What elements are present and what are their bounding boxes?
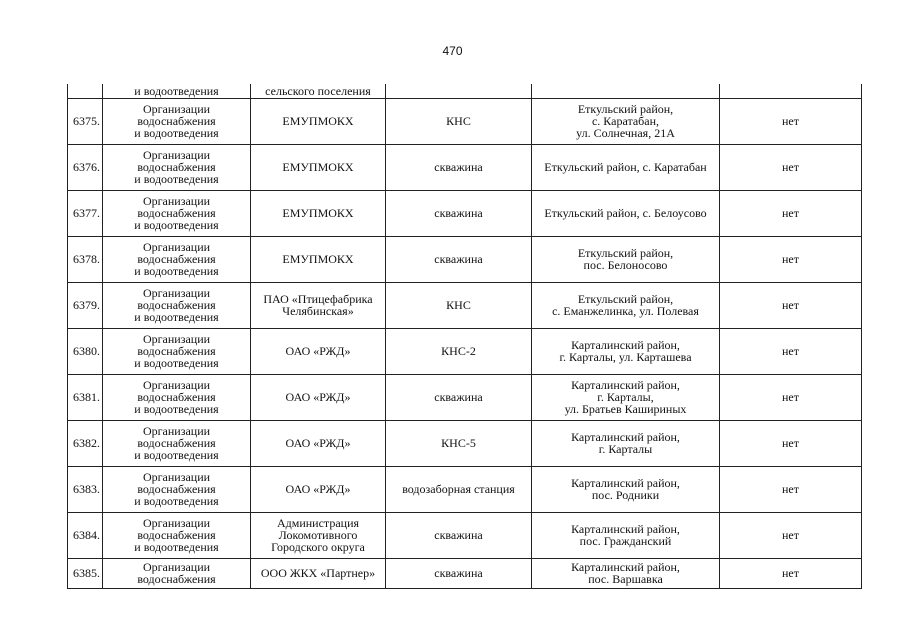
cell-organization: ОАО «РЖД» (251, 374, 386, 420)
cell-type: Организации водоснабжения и водоотведения (103, 236, 251, 282)
table-row (68, 282, 862, 328)
cell-note: нет (720, 144, 862, 190)
table-row (68, 98, 862, 144)
cell-object: КНС (386, 98, 532, 144)
cell-note: нет (720, 328, 862, 374)
table-row (68, 374, 862, 420)
cell-location (532, 84, 720, 98)
table-row (68, 236, 862, 282)
cell-location: Карталинский район, г. Карталы, ул. Братьев Кашириных (532, 374, 720, 420)
cell-note: нет (720, 374, 862, 420)
cell-type: Организации водоснабжения и водоотведения (103, 98, 251, 144)
table-row-continuation (68, 84, 862, 98)
cell-organization: ЕМУПМОКХ (251, 190, 386, 236)
cell-object: водозаборная станция (386, 466, 532, 512)
cell-type: Организации водоснабжения и водоотведения (103, 420, 251, 466)
cell-location: Карталинский район, пос. Родники (532, 466, 720, 512)
cell-note: нет (720, 282, 862, 328)
table-row (68, 144, 862, 190)
cell-type: Организации водоснабжения и водоотведения (103, 144, 251, 190)
cell-number: 6383. (68, 466, 103, 512)
cell-number: 6378. (68, 236, 103, 282)
cell-location: Карталинский район, г. Карталы, ул. Карташева (532, 328, 720, 374)
cell-note: нет (720, 512, 862, 558)
cell-object: КНС (386, 282, 532, 328)
cell-type: и водоотведения (103, 84, 251, 98)
cell-number: 6375. (68, 98, 103, 144)
cell-object: КНС-5 (386, 420, 532, 466)
cell-note: нет (720, 190, 862, 236)
cell-location: Карталинский район, пос. Варшавка (532, 558, 720, 588)
cell-note: нет (720, 466, 862, 512)
cell-number: 6376. (68, 144, 103, 190)
cell-number: 6380. (68, 328, 103, 374)
cell-organization: ЕМУПМОКХ (251, 98, 386, 144)
cell-note: нет (720, 420, 862, 466)
cell-location: Еткульский район, с. Каратабан (532, 144, 720, 190)
cell-organization: ПАО «Птицефабрика Челябинская» (251, 282, 386, 328)
cell-organization: Администрация Локомотивного Городского округа (251, 512, 386, 558)
cell-location: Карталинский район, пос. Гражданский (532, 512, 720, 558)
cell-type: Организации водоснабжения и водоотведения (103, 374, 251, 420)
cell-note (720, 84, 862, 98)
cell-organization: ЕМУПМОКХ (251, 144, 386, 190)
table-row (68, 466, 862, 512)
table-row (68, 420, 862, 466)
cell-type: Организации водоснабжения и водоотведения (103, 466, 251, 512)
cell-type: Организации водоснабжения и водоотведения (103, 512, 251, 558)
cell-object: скважина (386, 190, 532, 236)
cell-number: 6379. (68, 282, 103, 328)
cell-note: нет (720, 558, 862, 588)
cell-location: Еткульский район, с. Еманжелинка, ул. Полевая (532, 282, 720, 328)
page-number: 470 (442, 44, 463, 58)
cell-object: скважина (386, 558, 532, 588)
cell-type: Организации водоснабжения (103, 558, 251, 588)
cell-type: Организации водоснабжения и водоотведения (103, 282, 251, 328)
cell-object: скважина (386, 236, 532, 282)
cell-organization: ОАО «РЖД» (251, 420, 386, 466)
cell-type: Организации водоснабжения и водоотведения (103, 190, 251, 236)
cell-organization: ЕМУПМОКХ (251, 236, 386, 282)
cell-location: Еткульский район, пос. Белоносово (532, 236, 720, 282)
cell-object (386, 84, 532, 98)
cell-number: 6382. (68, 420, 103, 466)
cell-location: Еткульский район, с. Белоусово (532, 190, 720, 236)
cell-object: скважина (386, 144, 532, 190)
cell-number: 6384. (68, 512, 103, 558)
cell-location: Карталинский район, г. Карталы (532, 420, 720, 466)
cell-number (68, 84, 103, 98)
cell-location: Еткульский район, с. Каратабан, ул. Солнечная, 21А (532, 98, 720, 144)
table-row (68, 328, 862, 374)
cell-object: КНС-2 (386, 328, 532, 374)
cell-organization: ООО ЖКХ «Партнер» (251, 558, 386, 588)
registry-table (67, 84, 862, 589)
cell-type: Организации водоснабжения и водоотведения (103, 328, 251, 374)
cell-object: скважина (386, 512, 532, 558)
cell-note: нет (720, 98, 862, 144)
cell-organization: ОАО «РЖД» (251, 328, 386, 374)
table-row (68, 558, 862, 588)
cell-organization: ОАО «РЖД» (251, 466, 386, 512)
cell-object: скважина (386, 374, 532, 420)
cell-number: 6381. (68, 374, 103, 420)
cell-number: 6385. (68, 558, 103, 588)
table-row (68, 190, 862, 236)
cell-number: 6377. (68, 190, 103, 236)
cell-note: нет (720, 236, 862, 282)
table-row (68, 512, 862, 558)
cell-organization: сельского поселения (251, 84, 386, 98)
